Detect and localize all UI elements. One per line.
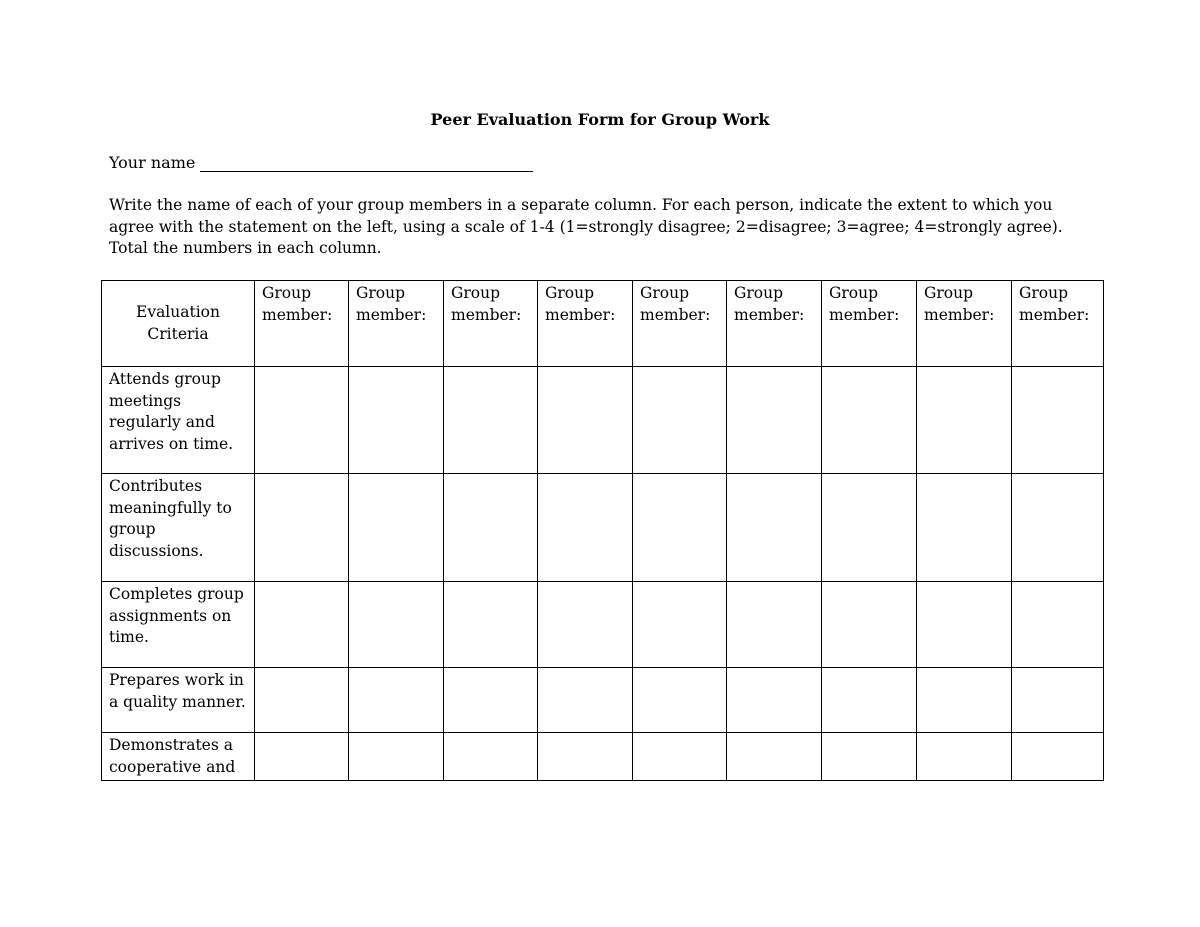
criteria-cell: Prepares work in a quality manner. (102, 668, 255, 733)
rating-cell[interactable] (917, 733, 1012, 781)
rating-cell[interactable] (917, 582, 1012, 668)
member-header-line2: member: (262, 305, 333, 324)
member-header (917, 281, 1012, 367)
member-header (349, 281, 444, 367)
rating-cell[interactable] (633, 474, 727, 582)
member-header-line2: member: (734, 305, 805, 324)
rating-cell[interactable] (349, 582, 444, 668)
criteria-header (102, 281, 255, 367)
rating-cell[interactable] (349, 668, 444, 733)
rating-cell[interactable] (1012, 582, 1104, 668)
rating-cell[interactable] (538, 668, 633, 733)
member-header-line1: Group (356, 284, 406, 302)
member-header (822, 281, 917, 367)
rating-cell[interactable] (633, 733, 727, 781)
member-header-line2: member: (356, 305, 427, 324)
rating-cell[interactable] (822, 582, 917, 668)
member-header-line2: member: (545, 305, 616, 324)
your-name-line (109, 153, 533, 172)
rating-cell[interactable] (444, 582, 538, 668)
your-name-label: Your name (109, 153, 196, 172)
rating-cell[interactable] (1012, 733, 1104, 781)
member-header-line1: Group (829, 284, 879, 302)
member-header (633, 281, 727, 367)
rating-cell[interactable] (917, 367, 1012, 474)
member-header-line2: member: (640, 305, 711, 324)
member-header (444, 281, 538, 367)
your-name-blank[interactable] (200, 153, 533, 172)
rating-cell[interactable] (349, 474, 444, 582)
table-header-row (102, 281, 1104, 367)
criteria-header-line1: Evaluation (136, 303, 220, 321)
member-header-line1: Group (545, 284, 595, 302)
criteria-cell: Attends group meetings regularly and arrives on time. (102, 367, 255, 474)
member-header-line1: Group (262, 284, 312, 302)
member-header-line1: Group (1019, 284, 1069, 302)
member-header-line1: Group (734, 284, 784, 302)
rating-cell[interactable] (255, 582, 349, 668)
member-header (538, 281, 633, 367)
member-header (255, 281, 349, 367)
table-row (102, 582, 1104, 668)
rating-cell[interactable] (255, 668, 349, 733)
table-row (102, 733, 1104, 781)
rating-cell[interactable] (917, 668, 1012, 733)
rating-cell[interactable] (444, 474, 538, 582)
rating-cell[interactable] (917, 474, 1012, 582)
rating-cell[interactable] (444, 733, 538, 781)
page-title: Peer Evaluation Form for Group Work (430, 110, 770, 129)
criteria-cell: Completes group assignments on time. (102, 582, 255, 668)
rating-cell[interactable] (633, 582, 727, 668)
criteria-cell: Demonstrates a cooperative and (102, 733, 255, 781)
rating-cell[interactable] (538, 367, 633, 474)
rating-cell[interactable] (822, 733, 917, 781)
rating-cell[interactable] (255, 474, 349, 582)
evaluation-table (101, 280, 1104, 781)
member-header (727, 281, 822, 367)
rating-cell[interactable] (822, 668, 917, 733)
rating-cell[interactable] (633, 367, 727, 474)
table-row (102, 668, 1104, 733)
rating-cell[interactable] (538, 733, 633, 781)
member-header-line1: Group (451, 284, 501, 302)
rating-cell[interactable] (1012, 367, 1104, 474)
rating-cell[interactable] (349, 733, 444, 781)
rating-cell[interactable] (1012, 474, 1104, 582)
rating-cell[interactable] (255, 367, 349, 474)
rating-cell[interactable] (255, 733, 349, 781)
instructions-paragraph: Write the name of each of your group members in a separate column. For each person, indicate the extent to which you agree with the statement on the left, using a scale of 1-4 (1=strongly disagree; 2=disagree; 3=agree; 4=strongly agree). Total the numbers in each column. (109, 196, 1063, 257)
rating-cell[interactable] (727, 668, 822, 733)
rating-cell[interactable] (822, 474, 917, 582)
criteria-cell: Contributes meaningfully to group discussions. (102, 474, 255, 582)
member-header-line2: member: (924, 305, 995, 324)
rating-cell[interactable] (822, 367, 917, 474)
rating-cell[interactable] (538, 582, 633, 668)
member-header (1012, 281, 1104, 367)
rating-cell[interactable] (727, 733, 822, 781)
rating-cell[interactable] (444, 668, 538, 733)
table-row (102, 367, 1104, 474)
member-header-line2: member: (451, 305, 522, 324)
rating-cell[interactable] (727, 367, 822, 474)
table-row (102, 474, 1104, 582)
rating-cell[interactable] (1012, 668, 1104, 733)
rating-cell[interactable] (633, 668, 727, 733)
member-header-line2: member: (1019, 305, 1090, 324)
rating-cell[interactable] (349, 367, 444, 474)
rating-cell[interactable] (444, 367, 538, 474)
criteria-header-line2: Criteria (147, 324, 209, 343)
member-header-line2: member: (829, 305, 900, 324)
rating-cell[interactable] (727, 582, 822, 668)
rating-cell[interactable] (727, 474, 822, 582)
member-header-line1: Group (640, 284, 690, 302)
member-header-line1: Group (924, 284, 974, 302)
rating-cell[interactable] (538, 474, 633, 582)
